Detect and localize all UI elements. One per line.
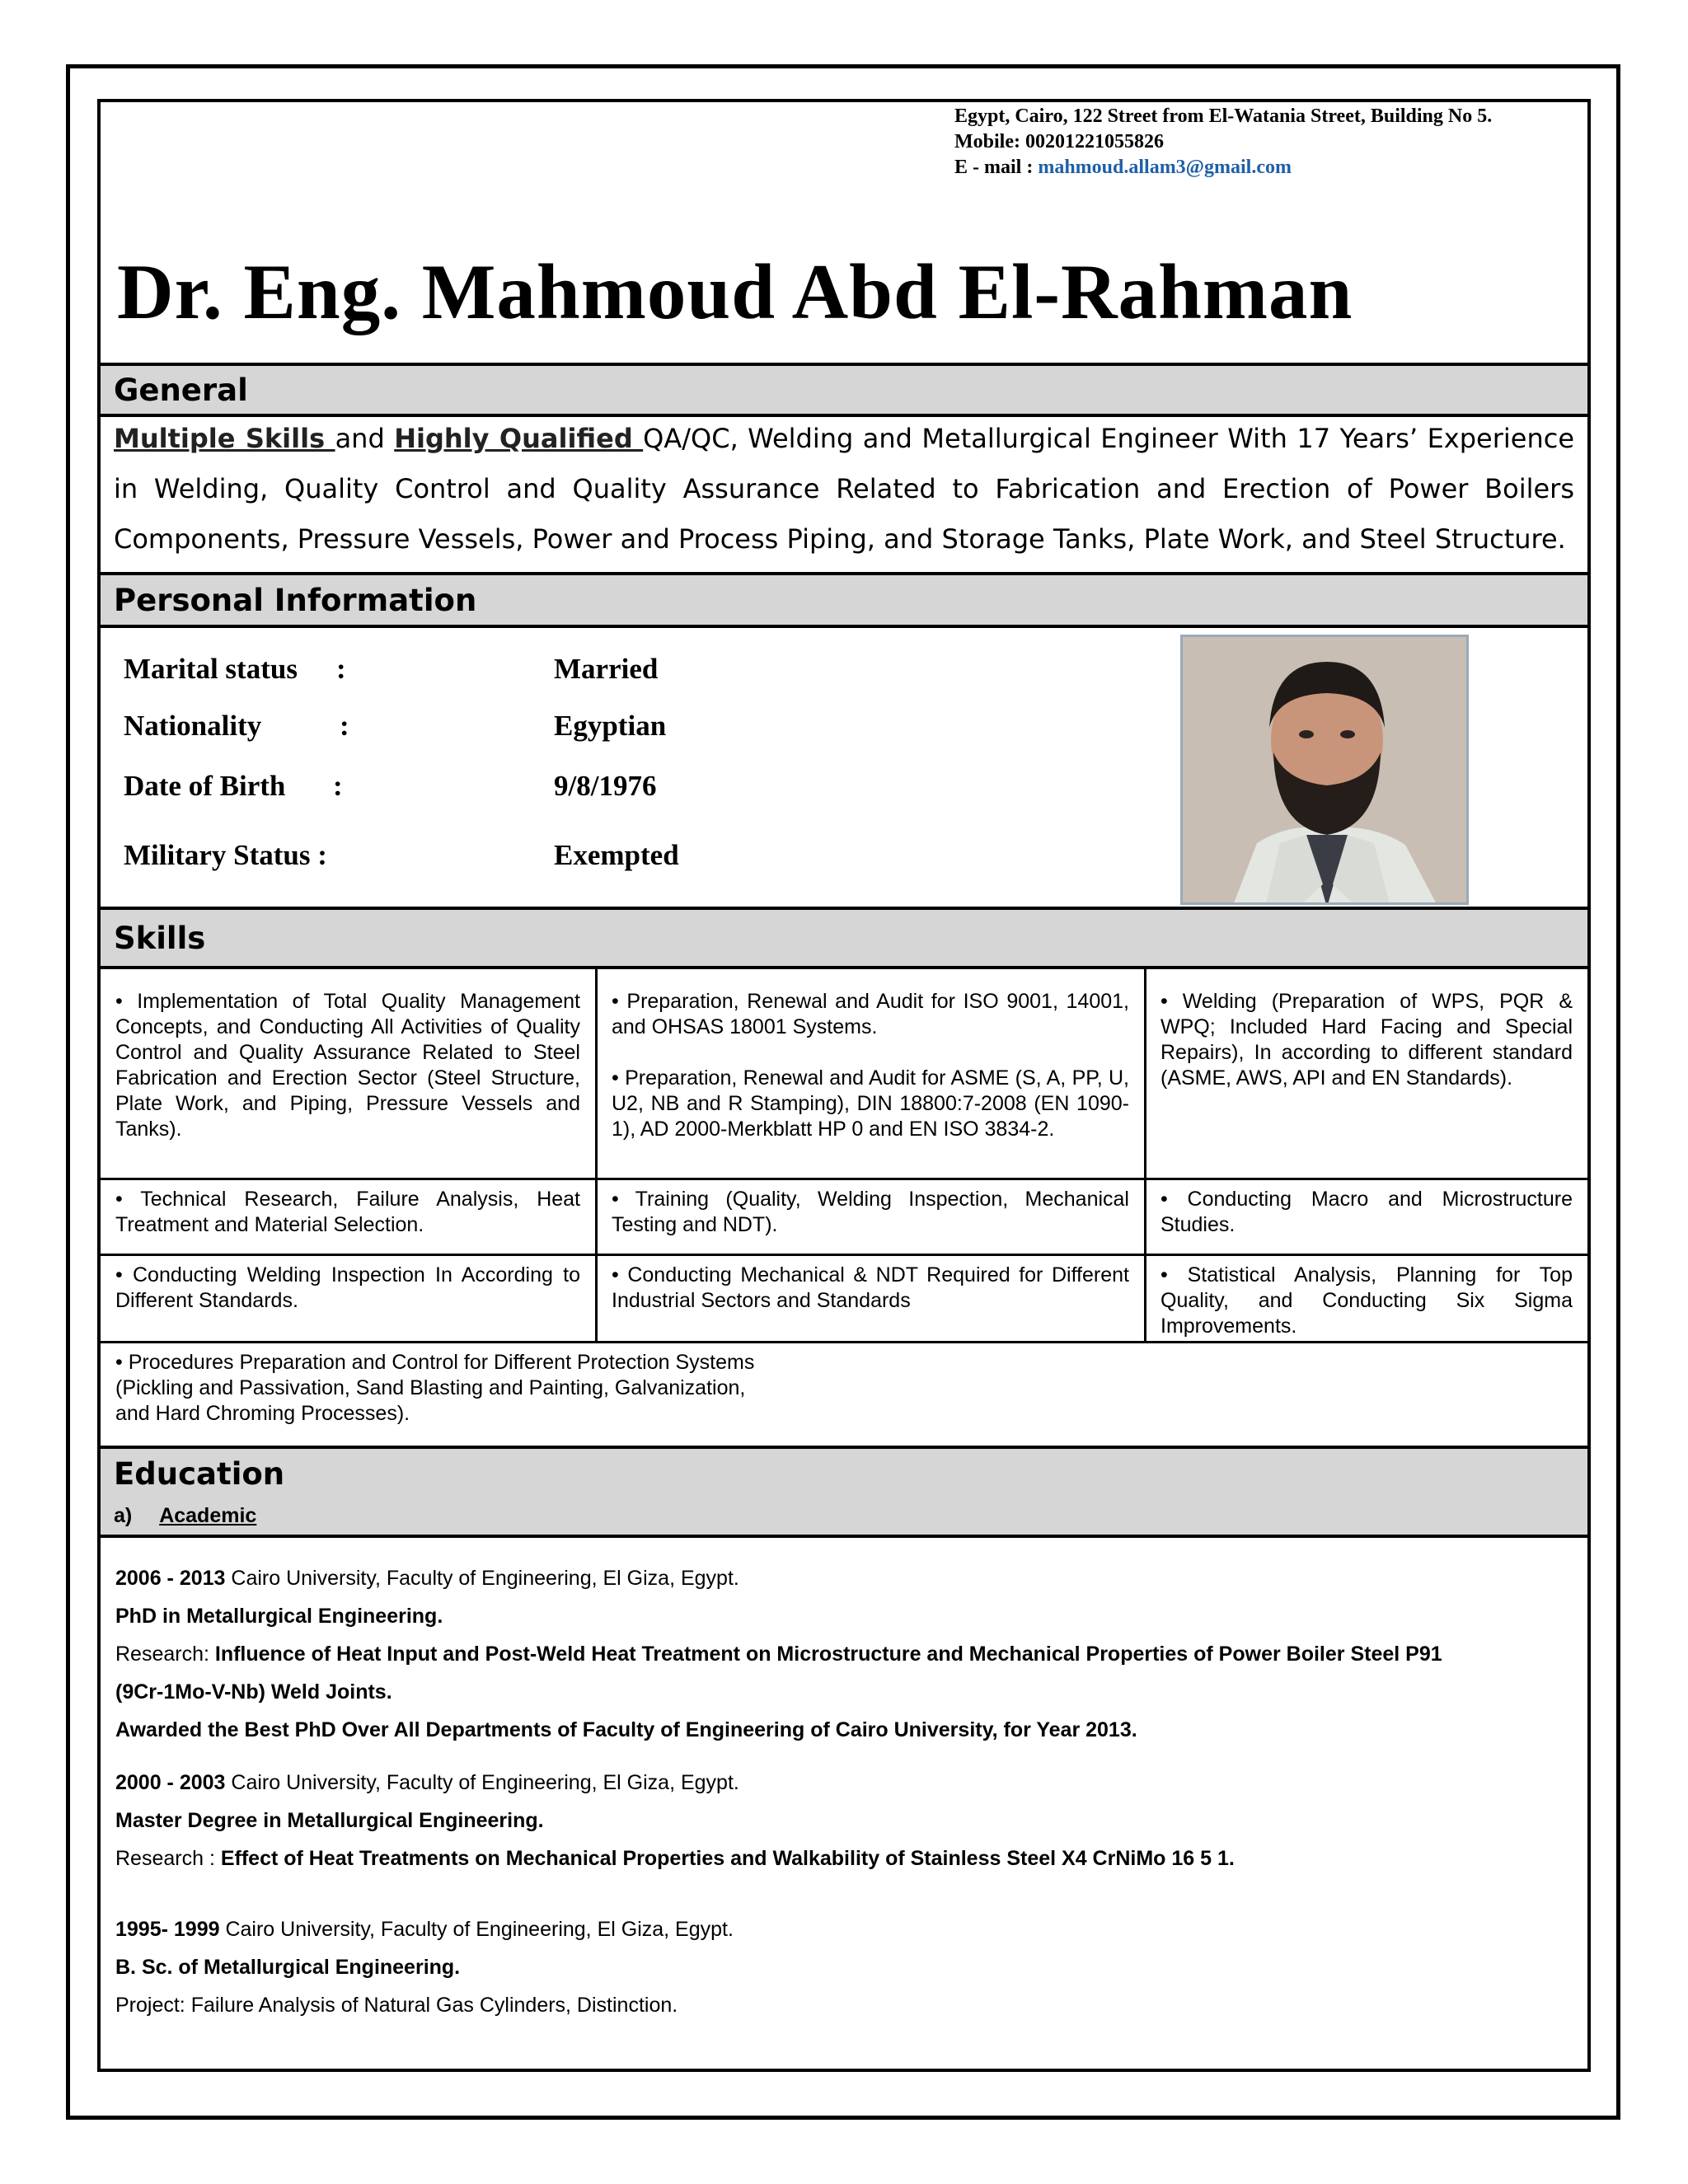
skill-protection-systems — [101, 1343, 1007, 1451]
msc-research-line — [115, 1840, 1563, 1877]
education-phd — [115, 1559, 1563, 1749]
marital-label: Marital status — [124, 653, 298, 685]
military-value: Exempted — [554, 839, 679, 871]
birth-label: Date of Birth — [124, 770, 286, 802]
skills-row-1 — [101, 969, 1587, 1180]
skill-iso-audit-cell — [597, 969, 1144, 1178]
candidate-name: Dr. Eng. Mahmoud Abd El-Rahman — [117, 248, 1353, 335]
email-line — [954, 155, 1492, 180]
phd-research-title-2: (9Cr-1Mo-V-Nb) Weld Joints. — [115, 1680, 392, 1704]
skills-row-2 — [101, 1180, 1587, 1256]
portrait-illustration — [1183, 637, 1469, 905]
skill-welding-inspection: • Conducting Welding Inspection In According to Different Standards. — [115, 1263, 580, 1312]
skill-statistical-analysis: • Statistical Analysis, Planning for Top Quality, and Conducting Six Sigma Improvements. — [1160, 1263, 1573, 1338]
phd-years: 2006 - 2013 — [115, 1567, 226, 1590]
multiple-skills-text: Multiple Skills — [114, 423, 335, 454]
phd-research-line — [115, 1635, 1563, 1673]
education-msc — [115, 1764, 1563, 1877]
section-general-heading: General — [101, 363, 1587, 417]
bsc-degree — [115, 1948, 1563, 1986]
contact-block — [954, 104, 1492, 180]
phd-research-label: Research: — [115, 1643, 215, 1666]
skill-quality-management: • Implementation of Total Quality Management Concepts, and Conducting All Activities of Quality Control and Quality Assurance Related to Steel Fabrication and Erection Sector (Steel Structure, Plate Work, and Piping, Pressure Vessels and Tanks). — [115, 990, 580, 1141]
bsc-heading-line — [115, 1910, 1563, 1948]
phd-research-line-2 — [115, 1673, 1563, 1711]
education-academic-subheading — [101, 1498, 1587, 1538]
phd-research-title: Influence of Heat Input and Post-Weld Heat Treatment on Microstructure and Mechanical Properties of Power Boiler Steel P91 — [214, 1643, 1442, 1666]
email-label: E - mail : — [954, 157, 1039, 178]
bsc-degree-text: B. Sc. of Metallurgical Engineering. — [115, 1956, 461, 1979]
phd-degree-text: PhD in Metallurgical Engineering. — [115, 1605, 443, 1628]
address: Egypt, Cairo, 122 Street from El-Watania Street, Building No 5. — [954, 105, 1493, 127]
bsc-institution: Cairo University, Faculty of Engineering, El Giza, Egypt. — [219, 1918, 734, 1941]
and-text: and — [335, 423, 395, 454]
section-skills-heading: Skills — [101, 907, 1587, 969]
highly-qualified-text: Highly Qualified — [394, 423, 644, 454]
phd-degree — [115, 1597, 1563, 1635]
msc-degree — [115, 1802, 1563, 1840]
profile-photo — [1180, 635, 1469, 905]
protection-line-1: • Procedures Preparation and Control for Different Protection Systems — [115, 1351, 755, 1374]
msc-institution: Cairo University, Faculty of Engineering, El Giza, Egypt. — [225, 1771, 739, 1794]
skill-asme-audit: • Preparation, Renewal and Audit for ASME (S, A, PP, U, U2, NB and R Stamping), DIN 18800:7-2008 (EN 1090-1), AD 2000-Merkblatt HP 0 and EN ISO 3834-2. — [612, 1066, 1129, 1141]
skill-training: • Training (Quality, Welding Inspection, Mechanical Testing and NDT). — [612, 1188, 1129, 1236]
section-education-heading: Education — [101, 1446, 1587, 1502]
marital-colon: : — [336, 653, 346, 685]
msc-degree-text: Master Degree in Metallurgical Engineering. — [115, 1809, 544, 1832]
resume-frame — [97, 99, 1591, 2072]
phd-institution: Cairo University, Faculty of Engineering, El Giza, Egypt. — [225, 1567, 739, 1590]
nationality-label: Nationality — [124, 710, 262, 742]
protection-line-2: (Pickling and Passivation, Sand Blasting and Painting, Galvanization, — [115, 1376, 746, 1399]
marital-value: Married — [554, 653, 659, 685]
summary-text: QA/QC, Welding and Metallurgical Engineer With 17 Years’ Experience in Welding, Quality Control and Quality Assurance Related to Fabrication and Erection of Power Boilers Components, Pressure Vessels, Power and Process Piping, and Storage Tanks, Plate Work, and Steel Structure. — [114, 423, 1575, 555]
protection-line-3: and Hard Chroming Processes). — [115, 1402, 410, 1425]
mobile: Mobile: 00201221055826 — [954, 131, 1164, 152]
academic-label: Academic — [159, 1504, 257, 1527]
email-link[interactable]: mahmoud.allam3@gmail.com — [1038, 157, 1292, 178]
skills-row-3 — [101, 1256, 1587, 1343]
phd-award-text: Awarded the Best PhD Over All Departments of Faculty of Engineering of Cairo University, for Year 2013. — [115, 1718, 1137, 1741]
nationality-value: Egyptian — [554, 710, 667, 742]
skill-welding-procedures: • Welding (Preparation of WPS, PQR & WPQ; Included Hard Facing and Special Repairs), In according to different standard (ASME, AWS, API and EN Standards). — [1160, 990, 1573, 1090]
education-bsc — [115, 1910, 1563, 2024]
skills-row-4 — [101, 1343, 1587, 1451]
general-summary — [114, 414, 1574, 565]
section-personal-heading: Personal Information — [101, 572, 1587, 628]
bsc-years: 1995- 1999 — [115, 1918, 220, 1941]
msc-research-title: Effect of Heat Treatments on Mechanical Properties and Walkability of Stainless Steel X4 CrNiMo 16 5 1. — [220, 1847, 1235, 1870]
skill-iso-audit: • Preparation, Renewal and Audit for ISO 9001, 14001, and OHSAS 18001 Systems. — [612, 990, 1129, 1038]
skill-mechanical-ndt: • Conducting Mechanical & NDT Required for Different Industrial Sectors and Standards — [612, 1263, 1129, 1312]
skill-macro-micro: • Conducting Macro and Microstructure Studies. — [1160, 1188, 1573, 1236]
military-label: Military Status : — [124, 839, 327, 871]
phd-heading-line — [115, 1559, 1563, 1597]
msc-years: 2000 - 2003 — [115, 1771, 226, 1794]
msc-research-label: Research : — [115, 1847, 221, 1870]
phd-award — [115, 1711, 1563, 1749]
bsc-project: Project: Failure Analysis of Natural Gas Cylinders, Distinction. — [115, 1994, 678, 2017]
academic-letter: a) — [114, 1504, 133, 1527]
birth-colon: : — [333, 770, 343, 802]
skill-technical-research: • Technical Research, Failure Analysis, Heat Treatment and Material Selection. — [115, 1188, 580, 1236]
birth-value: 9/8/1976 — [554, 770, 657, 802]
nationality-colon: : — [340, 710, 349, 742]
msc-heading-line — [115, 1764, 1563, 1802]
